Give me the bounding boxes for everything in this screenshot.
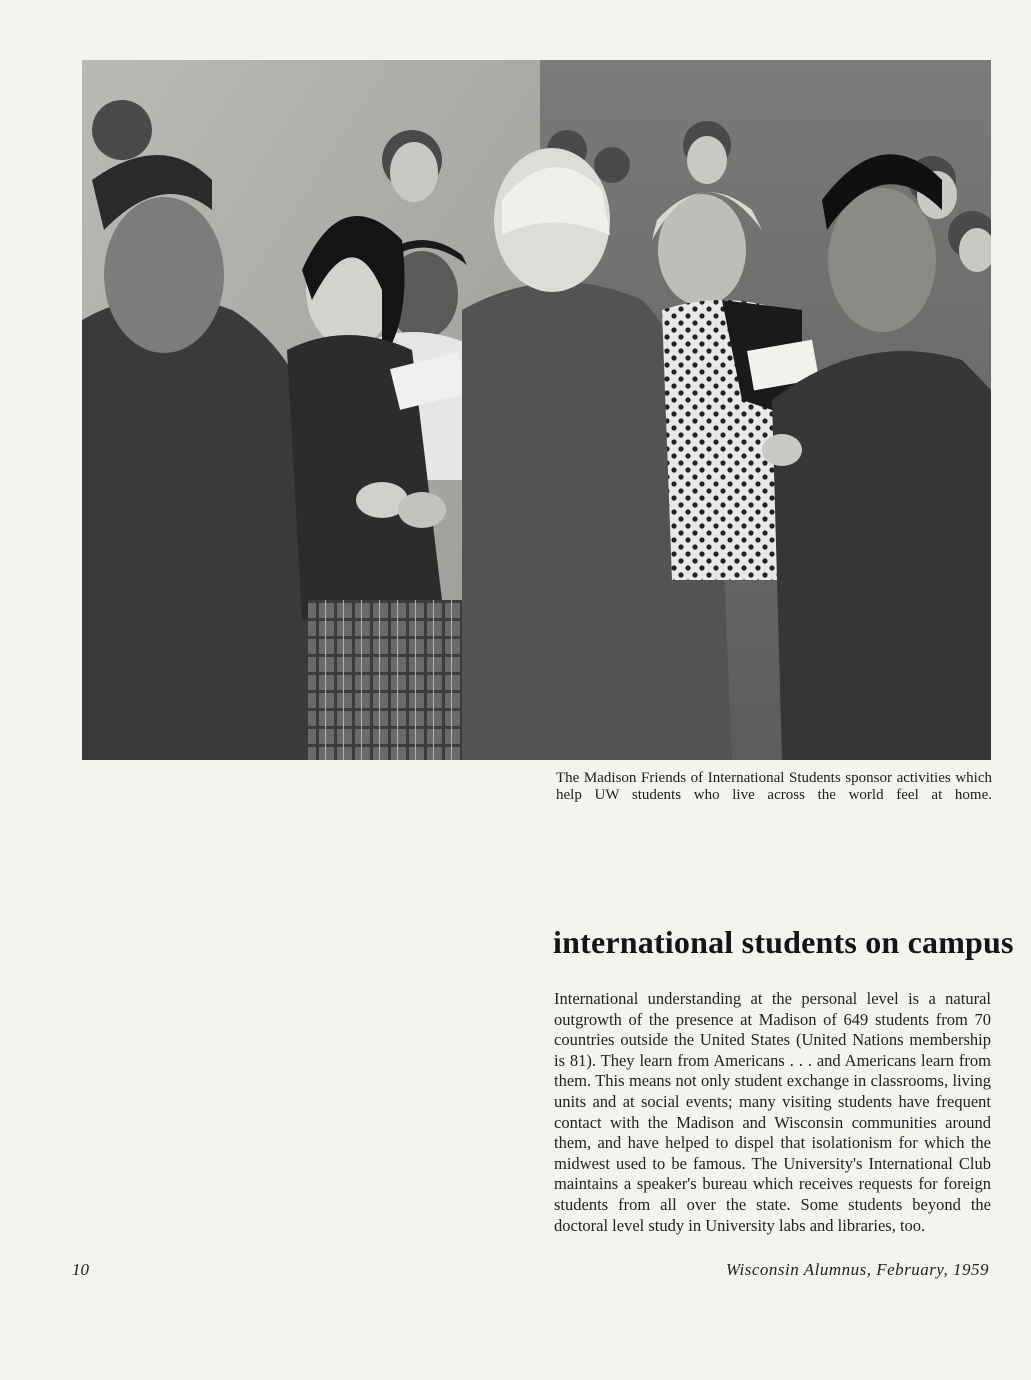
page-number: 10	[72, 1260, 89, 1279]
article-title: international students on campus	[553, 924, 1014, 960]
group-photo-icon	[82, 60, 991, 760]
group-photo	[82, 60, 991, 760]
photo-caption: The Madison Friends of International Students sponsor activities which help UW students who live across the world feel at home.	[556, 770, 992, 803]
article-body: International understanding at the personal level is a natural outgrowth of the presence at Madison of 649 students from 70 countries outside the United States (United Nations membership is 81). They learn from Americans . . . and Americans learn from them. This means not only student exchange in classrooms, living units and at social events; many visiting students have frequent contact with the Madison and Wisconsin communities around them, and have helped to dispel that isolationism for which the midwest used to be famous. The University's International Club maintains a speaker's bureau which receives requests for foreign students from all over the state. Some students beyond the doctoral level study in University labs and libraries, too.	[554, 989, 991, 1235]
publication-footer: Wisconsin Alumnus, February, 1959	[725, 1260, 989, 1279]
